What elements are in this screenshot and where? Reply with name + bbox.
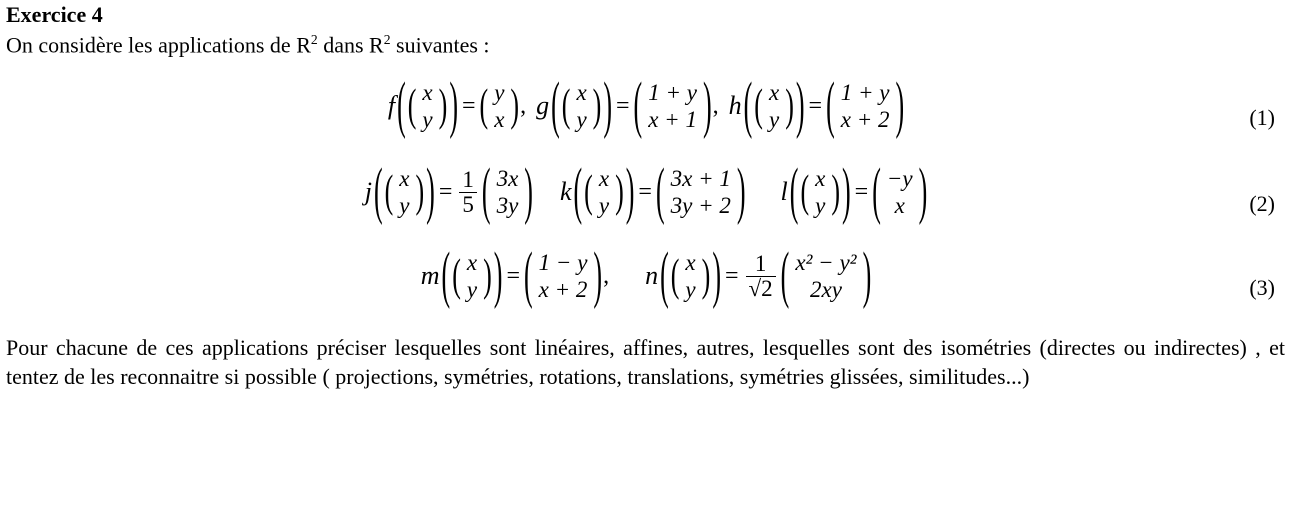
equation-tag-2: (2)	[1249, 191, 1275, 217]
result-vector-j	[492, 165, 524, 219]
vector-bottom: y	[422, 107, 433, 133]
argument-vector-g	[571, 79, 591, 133]
result-paren-open: (	[780, 239, 790, 311]
outer-paren-open: (	[573, 155, 583, 227]
inner-paren-open: (	[670, 250, 680, 301]
result-vector-f	[489, 79, 509, 133]
argument-vector-l	[810, 165, 830, 219]
inner-paren-close: )	[701, 250, 711, 301]
set-exponent: 2	[383, 32, 391, 48]
vector-top: 3x	[496, 166, 519, 192]
equals-sign: =	[461, 92, 476, 119]
function-name-h: h	[728, 91, 742, 121]
function-name-l: l	[780, 177, 788, 207]
vector-top: x	[466, 250, 478, 276]
result-paren-close: )	[862, 239, 872, 311]
vector-top: x	[399, 166, 410, 192]
result-paren-open: (	[479, 80, 489, 131]
argument-vector-h	[764, 79, 784, 133]
vector-bottom: y	[466, 277, 478, 303]
intro-suffix: suivantes :	[390, 32, 490, 58]
equation-tag-1: (1)	[1249, 105, 1275, 131]
intro-prefix: On considère les applications de	[6, 32, 297, 58]
vector-bottom: x + 2	[538, 277, 588, 303]
outer-paren-close: )	[493, 239, 503, 311]
equals-sign: =	[808, 92, 823, 119]
result-paren-open: (	[481, 155, 491, 227]
argument-vector-m	[462, 249, 482, 303]
outer-paren-open: (	[373, 155, 383, 227]
inner-paren-close: )	[831, 166, 840, 217]
equation-row-3	[0, 239, 1293, 327]
vector-bottom: x + 2	[840, 107, 890, 133]
equals-sign: =	[724, 262, 739, 289]
function-name-f: f	[387, 91, 396, 121]
inner-paren-open: (	[561, 80, 571, 131]
vector-bottom: y	[815, 193, 826, 219]
outer-paren-open: (	[397, 69, 406, 141]
outer-paren-open: (	[441, 239, 451, 311]
inner-paren-close: )	[483, 250, 492, 301]
vector-bottom: y	[576, 107, 587, 133]
result-paren-close: )	[895, 69, 905, 141]
function-name-n: n	[645, 261, 659, 291]
vector-top: 3x + 1	[670, 166, 731, 192]
outer-paren-open: (	[551, 69, 560, 141]
fraction-numerator: 1	[754, 250, 767, 276]
vector-top: x	[685, 250, 696, 276]
set-exponent: 2	[310, 32, 318, 48]
separator-comma-2: ,	[712, 92, 719, 119]
result-vector-g	[643, 79, 702, 133]
outer-paren-close: )	[603, 69, 612, 141]
vector-top: 1 − y	[538, 250, 588, 276]
function-name-g: g	[536, 91, 550, 121]
scalar-fraction-n	[742, 252, 780, 301]
equation-row-2	[0, 155, 1293, 243]
result-paren-close: )	[702, 69, 712, 141]
document-page	[0, 2, 1293, 509]
result-vector-n	[790, 249, 861, 303]
inner-paren-open: (	[754, 80, 763, 131]
vector-top: x	[422, 80, 433, 106]
vector-bottom: 3y	[496, 193, 519, 219]
scalar-fraction-j	[455, 168, 481, 217]
vector-top: x	[598, 166, 610, 192]
intro-middle: dans	[317, 32, 370, 58]
outer-paren-open: (	[743, 69, 753, 141]
equals-sign: =	[616, 92, 630, 119]
inner-paren-close: )	[438, 80, 448, 131]
vector-bottom: y	[598, 193, 610, 219]
argument-vector-k	[594, 165, 614, 219]
result-paren-close: )	[918, 155, 928, 227]
vector-top: 1 + y	[840, 80, 890, 106]
vector-bottom: x	[894, 193, 905, 219]
vector-top: y	[494, 80, 505, 106]
inner-paren-open: (	[584, 166, 593, 217]
inner-paren-open: (	[452, 250, 461, 301]
outer-paren-close: )	[842, 155, 851, 227]
vector-top: 1 + y	[648, 80, 697, 106]
exercise-intro	[6, 31, 1293, 59]
result-vector-m	[534, 249, 593, 303]
fraction-denominator: √2	[746, 276, 776, 301]
separator-comma-1: ,	[520, 92, 527, 119]
function-name-k: k	[559, 177, 572, 207]
outer-paren-close: )	[795, 69, 805, 141]
vector-bottom: 3y + 2	[670, 193, 731, 219]
outer-paren-close: )	[449, 69, 458, 141]
vector-bottom: y	[399, 193, 410, 219]
result-paren-open: (	[633, 69, 643, 141]
result-paren-open: (	[826, 69, 835, 141]
fraction-denominator: 5	[459, 192, 477, 217]
vector-top: x² − y²	[795, 250, 857, 276]
outer-paren-close: )	[625, 155, 635, 227]
function-name-j: j	[364, 177, 372, 207]
result-vector-l	[882, 165, 918, 219]
equals-sign: =	[638, 178, 652, 205]
set-symbol: R	[369, 32, 384, 58]
result-paren-open: (	[655, 155, 665, 227]
vector-bottom: y	[768, 107, 780, 133]
equals-sign: =	[438, 178, 453, 205]
vector-top: x	[576, 80, 587, 106]
result-vector-k	[666, 165, 736, 219]
closing-paragraph: Pour chacune de ces applications préciser lesquelles sont linéaires, affines, autres, lesquelles sont des isométries (directes ou indirectes) , et tentez de les reconnaitre si possible ( projections, symétries, rotations, translations, symétries glissées, similitudes...)	[6, 335, 1285, 390]
outer-paren-close: )	[426, 155, 435, 227]
result-paren-close: )	[510, 80, 520, 131]
inner-paren-close: )	[415, 166, 425, 217]
set-r2-first	[296, 31, 318, 59]
outer-paren-open: (	[660, 239, 669, 311]
argument-vector-f	[417, 79, 437, 133]
inner-paren-open: (	[800, 166, 810, 217]
separator-comma-3: ,	[603, 262, 610, 289]
vector-bottom: 2xy	[809, 277, 842, 303]
equation-row-1	[0, 69, 1293, 157]
result-paren-open: (	[524, 239, 533, 311]
equation-tag-3: (3)	[1249, 275, 1275, 301]
argument-vector-n	[680, 249, 700, 303]
vector-top: x	[815, 166, 826, 192]
equals-sign: =	[506, 262, 520, 289]
function-name-m: m	[420, 261, 440, 291]
inner-paren-open: (	[407, 80, 417, 131]
vector-top: −y	[886, 166, 913, 192]
inner-paren-close: )	[615, 166, 624, 217]
vector-bottom: x	[494, 107, 505, 133]
equals-sign: =	[854, 178, 869, 205]
result-paren-close: )	[593, 239, 603, 311]
vector-bottom: x + 1	[648, 107, 697, 133]
set-r2-second	[369, 31, 391, 59]
inner-paren-close: )	[785, 80, 794, 131]
outer-paren-open: (	[789, 155, 799, 227]
set-symbol: R	[296, 32, 311, 58]
result-paren-close: )	[736, 155, 746, 227]
vector-top: x	[768, 80, 780, 106]
fraction-numerator: 1	[462, 166, 474, 192]
argument-vector-j	[394, 165, 414, 219]
result-paren-open: (	[872, 155, 881, 227]
exercise-title: Exercice 4	[6, 2, 103, 27]
vector-bottom: y	[685, 277, 696, 303]
result-paren-close: )	[524, 155, 533, 227]
inner-paren-close: )	[592, 80, 602, 131]
inner-paren-open: (	[384, 166, 394, 217]
outer-paren-close: )	[712, 239, 721, 311]
result-vector-h	[836, 79, 895, 133]
